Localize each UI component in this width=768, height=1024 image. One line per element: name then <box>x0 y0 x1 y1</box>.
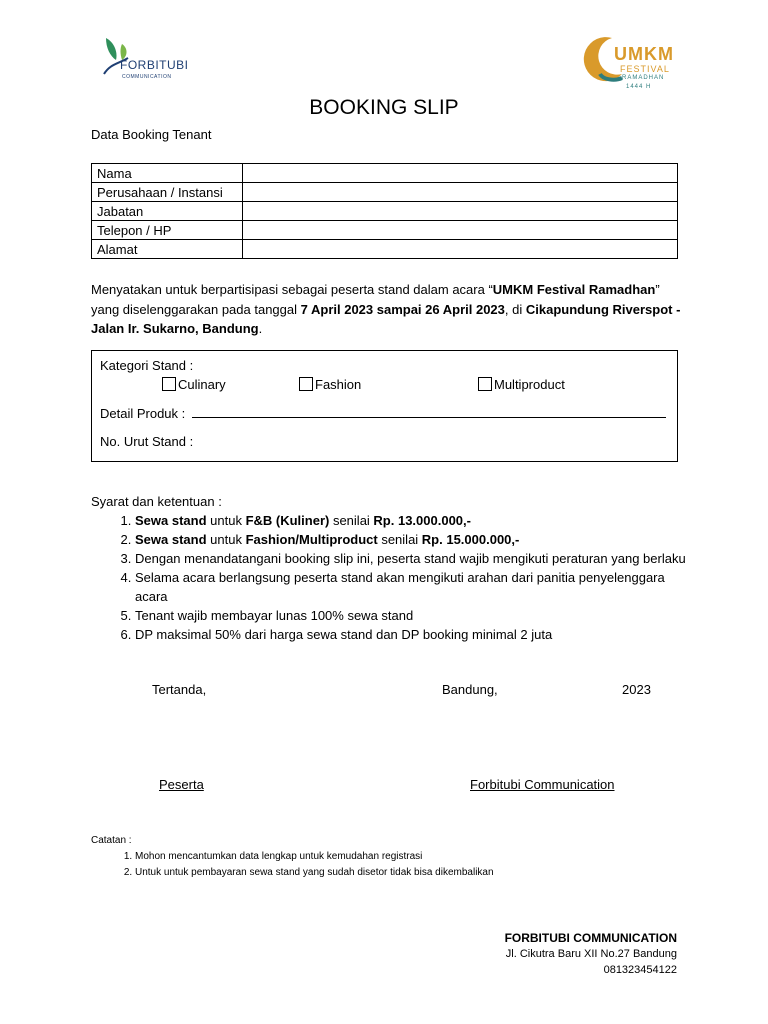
table-row <box>92 221 678 240</box>
list-item: 2. Untuk untuk pembayaran sewa stand yang sudah disetor tidak bisa dikembalikan <box>135 865 494 881</box>
event-venue: Cikapundung Riverspot - Jalan Ir. Sukarno, Bandung <box>91 301 681 336</box>
option-multiproduct[interactable] <box>478 377 565 392</box>
footer-company: FORBITUBI COMMUNICATION <box>504 931 677 945</box>
field-value[interactable] <box>243 221 678 240</box>
option-fashion[interactable] <box>299 377 361 392</box>
table-row <box>92 240 678 259</box>
option-label: Multiproduct <box>494 377 565 392</box>
list-item: 5. Tenant wajib membayar lunas 100% sewa stand <box>135 606 691 625</box>
field-value[interactable] <box>243 202 678 221</box>
page-title: BOOKING SLIP <box>309 96 459 119</box>
list-item: 6. DP maksimal 50% dari harga sewa stand dan DP booking minimal 2 juta <box>135 625 691 644</box>
list-item: 3. Dengan menandatangani booking slip ini, peserta stand wajib mengikuti peraturan yang berlaku <box>135 549 691 568</box>
right-logo-sub1: FESTIVAL <box>620 64 670 74</box>
footer <box>505 930 677 978</box>
detail-label: Detail Produk : <box>100 406 186 421</box>
footer-address: Jl. Cikutra Baru XII No.27 Bandung <box>505 948 677 960</box>
field-value[interactable] <box>243 183 678 202</box>
checkbox[interactable] <box>478 377 492 391</box>
left-logo-brand: FORBITUBI <box>120 58 189 72</box>
checkbox[interactable] <box>299 377 313 391</box>
signature-city: Bandung, <box>442 682 498 697</box>
detail-line[interactable] <box>192 417 666 418</box>
signature-year: 2023 <box>622 682 651 697</box>
field-label: Nama <box>92 164 243 183</box>
right-logo-main: UMKM <box>614 44 674 64</box>
option-culinary[interactable] <box>162 377 226 392</box>
umkm-festival-logo <box>580 32 680 94</box>
checkbox[interactable] <box>162 377 176 391</box>
tenant-data-table <box>91 163 678 259</box>
left-logo-tagline: COMMUNICATION <box>122 74 172 80</box>
category-box <box>91 350 678 462</box>
category-label: Kategori Stand : <box>100 358 194 373</box>
section-title: Data Booking Tenant <box>91 127 212 142</box>
notes-heading: Catatan : <box>91 835 132 846</box>
stand-number-label: No. Urut Stand : <box>100 434 194 449</box>
list-item: 4. Selama acara berlangsung peserta stand akan mengikuti arahan dari panitia penyelenggara acara <box>135 568 691 606</box>
signed-label: Tertanda, <box>152 682 207 697</box>
statement-text: . <box>258 321 263 336</box>
field-label: Perusahaan / Instansi <box>92 183 243 202</box>
terms-section <box>91 492 691 644</box>
notes-list <box>91 849 494 881</box>
notes-section <box>91 833 494 881</box>
right-logo-sub3: 1444 H <box>626 84 652 90</box>
list-item: 1. Sewa stand untuk F&B (Kuliner) senilai Rp. 13.000.000,- <box>135 511 691 530</box>
statement-text: ” yang diselenggarakan pada tanggal <box>91 282 660 317</box>
list-item: 1. Mohon mencantumkan data lengkap untuk kemudahan registrasi <box>135 849 494 865</box>
signer-participant: Peserta <box>159 777 204 792</box>
terms-heading: Syarat dan ketentuan : <box>91 494 222 509</box>
field-label: Telepon / HP <box>92 221 243 240</box>
field-value[interactable] <box>243 164 678 183</box>
footer-phone: 081323454122 <box>603 964 677 976</box>
table-row <box>92 164 678 183</box>
list-item: 2. Sewa stand untuk Fashion/Multiproduct senilai Rp. 15.000.000,- <box>135 530 691 549</box>
forbitubi-logo <box>100 34 210 84</box>
event-name: UMKM Festival Ramadhan <box>492 282 656 297</box>
table-row <box>92 183 678 202</box>
right-logo-sub2: RAMADHAN <box>622 75 665 81</box>
option-label: Culinary <box>178 377 226 392</box>
event-dates: 7 April 2023 sampai 26 April 2023 <box>300 301 505 317</box>
option-label: Fashion <box>315 377 362 392</box>
field-label: Jabatan <box>92 202 243 221</box>
field-label: Alamat <box>92 240 243 259</box>
table-row <box>92 202 678 221</box>
statement-paragraph <box>91 280 681 339</box>
statement-text: Menyatakan untuk berpartisipasi sebagai peserta stand dalam acara “ <box>91 282 493 297</box>
field-value[interactable] <box>243 240 678 259</box>
statement-text: , di <box>504 301 526 317</box>
terms-list <box>91 511 691 644</box>
signer-company: Forbitubi Communication <box>470 777 615 792</box>
